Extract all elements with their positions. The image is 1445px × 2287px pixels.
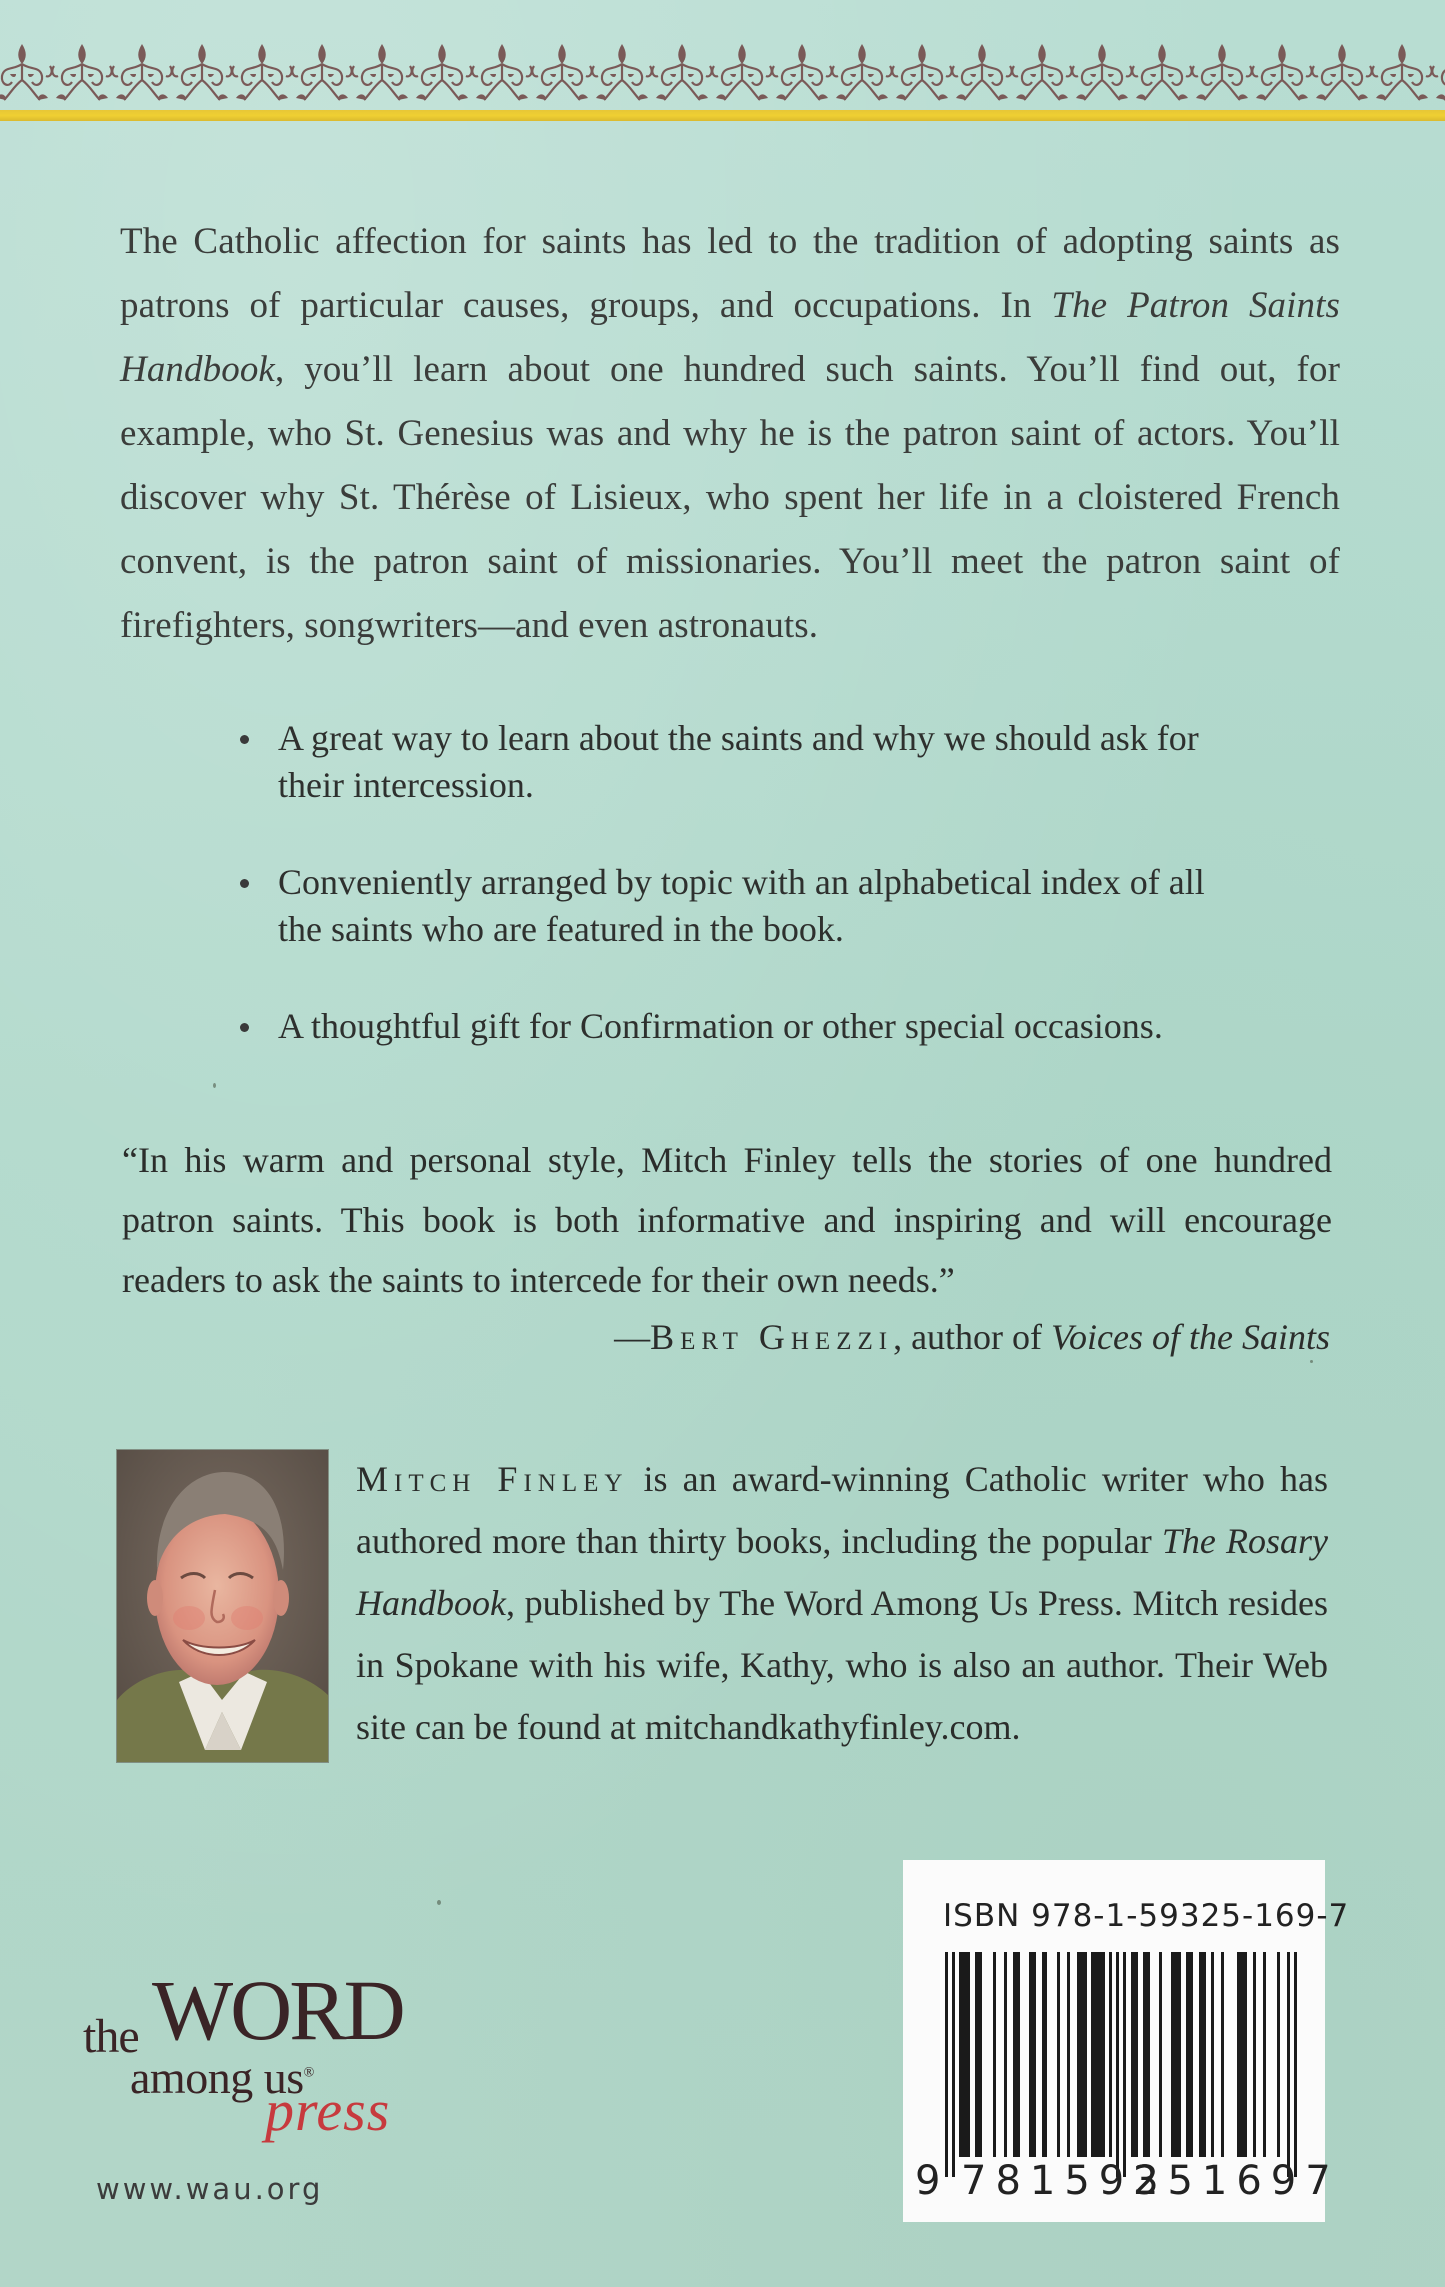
logo-the: the bbox=[83, 2010, 139, 2063]
author-book-title: The Rosary Handbook bbox=[356, 1521, 1328, 1623]
bio-text-2: , published by The Word Among Us Press. Mitch resides in Spokane with his wife, Kathy, who is also an author. Their Web site can be found at mitchandkathyfinley.com. bbox=[356, 1583, 1328, 1747]
author-portrait-image bbox=[117, 1450, 328, 1762]
feature-list bbox=[240, 715, 1220, 1100]
author-photo bbox=[117, 1450, 328, 1762]
endorsement-attribution bbox=[614, 1312, 1330, 1362]
feature-item bbox=[240, 859, 1220, 953]
publisher-logo bbox=[80, 1962, 440, 2165]
dash: — bbox=[614, 1317, 651, 1357]
feature-item bbox=[240, 715, 1220, 809]
registered-mark-icon: ® bbox=[303, 2065, 314, 2081]
isbn-label: ISBN 978-1-59325-169-7 bbox=[943, 1898, 1350, 1934]
author-bio bbox=[356, 1448, 1328, 1758]
endorser-role: , author of bbox=[893, 1317, 1052, 1357]
blurb-text-1: The Catholic affection for saints has led to the tradition of adopting saints as patrons of particular causes, groups, and occupations. In bbox=[120, 221, 1340, 326]
feature-text: A thoughtful gift for Confirmation or other special occasions. bbox=[278, 1006, 1163, 1046]
feature-text: Conveniently arranged by topic with an alphabetical index of all the saints who are featured in the book. bbox=[278, 862, 1205, 949]
endorser-work-title: Voices of the Saints bbox=[1051, 1317, 1330, 1357]
bullet-icon bbox=[240, 879, 249, 888]
bullet-icon bbox=[240, 1023, 249, 1032]
barcode-left-digits: 781593 bbox=[961, 2158, 1168, 2204]
book-description bbox=[120, 210, 1340, 658]
paper-speck bbox=[1310, 1360, 1313, 1363]
logo-word: WORD bbox=[152, 1962, 403, 2058]
author-name: Mitch Finley bbox=[356, 1459, 629, 1499]
fleur-scroll-border-icon bbox=[0, 30, 1445, 110]
gold-rule-divider bbox=[0, 110, 1445, 121]
endorsement-quote: “In his warm and personal style, Mitch Finley tells the stories of one hundred patron saints. This book is both informative and inspiring and will encourage readers to ask the saints to intercede for their own needs.” bbox=[122, 1140, 1332, 1300]
logo-press: press bbox=[265, 2078, 391, 2143]
book-title: The Patron Saints Handbook bbox=[120, 285, 1340, 390]
feature-text: A great way to learn about the saints and why we should ask for their intercession. bbox=[278, 718, 1199, 805]
bio-text-1: is an award-winning Catholic writer who has authored more than thirty books, including the popular bbox=[356, 1459, 1328, 1561]
feature-item bbox=[240, 1003, 1220, 1050]
blurb-text-2: , you’ll learn about one hundred such saints. You’ll find out, for example, who St. Genesius was and why he is the patron saint of actors. You’ll discover why St. Thérèse of Lisieux, who spent her life in a cloistered French convent, is the patron saint of missionaries. You’ll meet the patron saint of firefighters, songwriters—and even astronauts. bbox=[120, 349, 1340, 646]
barcode-lead-digit: 9 bbox=[915, 2158, 950, 2204]
barcode-bars-icon bbox=[945, 1952, 1300, 2177]
bullet-icon bbox=[240, 735, 249, 744]
publisher-url: www.wau.org bbox=[96, 2172, 324, 2206]
endorser-name: Bert Ghezzi bbox=[650, 1317, 894, 1357]
ornament-border bbox=[0, 30, 1445, 110]
barcode-right-digits: 251697 bbox=[1133, 2158, 1340, 2204]
paper-speck bbox=[437, 1900, 441, 1905]
isbn-barcode bbox=[903, 1860, 1350, 2222]
paper-speck bbox=[213, 1083, 216, 1088]
logo-among-text: among us bbox=[130, 2052, 304, 2103]
barcode-digits bbox=[915, 2158, 1340, 2208]
